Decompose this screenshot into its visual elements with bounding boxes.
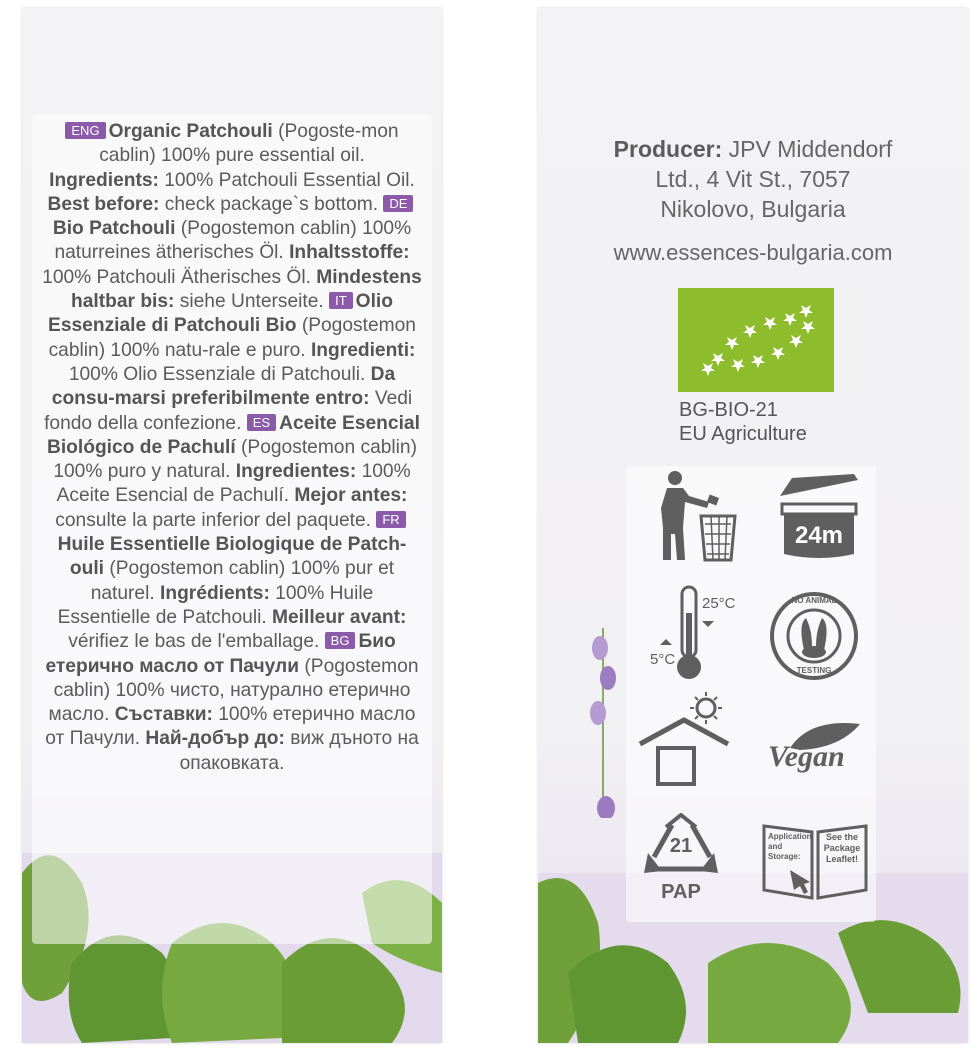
recycle-code: PAP bbox=[661, 881, 701, 903]
vegan-icon bbox=[760, 718, 870, 778]
producer-name: JPV Middendorf bbox=[722, 136, 893, 162]
fr-ingredients-label: Ingrédients: bbox=[160, 582, 270, 604]
es-ingredients: 100% Aceite Esencial de Pachulí. bbox=[56, 461, 411, 507]
bg-title: Био етерично масло от Пачули bbox=[45, 631, 396, 677]
dispose-in-bin-icon bbox=[653, 468, 743, 563]
lang-badge-bg: BG bbox=[325, 632, 356, 649]
de-description: (Pogostemon cablin) 100% naturreines ätherisches Öl. bbox=[54, 218, 412, 264]
es-best-before: consulte la parte inferior del paquete. bbox=[55, 509, 377, 531]
bg-description: (Pogostemon cablin) 100% чисто, натурално етерично масло. bbox=[48, 655, 419, 726]
right-package-panel bbox=[538, 8, 968, 1043]
eng-best-before-label: Best before: bbox=[47, 193, 160, 215]
lang-badge-de: DE bbox=[383, 195, 413, 212]
recycling-icon bbox=[636, 813, 726, 913]
bg-ingredients-label: Съставки: bbox=[114, 704, 213, 726]
producer-info bbox=[538, 134, 968, 224]
producer-label: Producer: bbox=[613, 136, 723, 162]
multilingual-ingredients-text bbox=[42, 120, 422, 776]
eng-description: (Pogoste-mon cablin) 100% pure essential oil. bbox=[99, 121, 399, 167]
eng-ingredients-label: Ingredients: bbox=[49, 169, 159, 191]
lavender-flower-illustration bbox=[578, 618, 628, 818]
eu-agriculture-label: EU Agriculture bbox=[679, 423, 807, 445]
it-description: (Pogostemon cablin) 100% natu-rale e puro. bbox=[48, 315, 416, 361]
website-url: www.essences-bulgaria.com bbox=[613, 240, 893, 265]
bg-best-before: виж дъното на опаковката. bbox=[179, 728, 419, 774]
eng-ingredients: 100% Patchouli Essential Oil. bbox=[158, 169, 415, 191]
es-best-before-label: Mejor antes: bbox=[294, 485, 408, 507]
de-best-before-label: Mindestens haltbar bis: bbox=[71, 266, 422, 313]
open-jar-icon bbox=[774, 470, 864, 565]
lang-badge-fr: FR bbox=[376, 511, 405, 528]
es-title: Aceite Esencial Biológico de Pachulí bbox=[46, 412, 420, 458]
application-storage-label: Application and Storage: bbox=[768, 832, 812, 861]
es-ingredients-label: Ingredientes: bbox=[235, 461, 357, 483]
left-package-panel bbox=[22, 8, 442, 1043]
fr-best-before: vérifiez le bas de l'emballage. bbox=[68, 631, 325, 653]
lang-badge-eng: ENG bbox=[65, 122, 105, 139]
max-temperature-label: 25°C bbox=[702, 595, 736, 612]
bg-best-before-label: Най-добър до: bbox=[145, 728, 285, 750]
recycle-number: 21 bbox=[669, 835, 693, 857]
min-temperature-label: 5°C bbox=[650, 651, 676, 668]
eu-organic-code bbox=[679, 398, 807, 446]
lang-badge-it: IT bbox=[329, 292, 353, 309]
producer-address-line: Ltd., 4 Vit St., 7057 bbox=[655, 166, 851, 192]
de-best-before: siehe Unterseite. bbox=[174, 291, 330, 313]
producer-city-line: Nikolovo, Bulgaria bbox=[660, 196, 846, 222]
de-ingredients: 100% Patchouli Ätherisches Öl. bbox=[42, 266, 317, 288]
pao-label: 24m bbox=[794, 522, 844, 549]
fr-description: (Pogostemon cablin) 100% pur et naturel. bbox=[90, 558, 395, 604]
vegan-label: Vegan bbox=[768, 740, 845, 773]
it-best-before-label: Da consu-marsi preferibilmente entro: bbox=[51, 363, 396, 410]
see-package-leaflet-icon bbox=[760, 820, 870, 900]
it-best-before: Vedi fondo della confezione. bbox=[44, 388, 413, 434]
no-animal-testing-icon bbox=[768, 590, 860, 682]
bg-ingredients: 100% етерично масло от Пачули. bbox=[45, 704, 416, 750]
fr-best-before-label: Meilleur avant: bbox=[272, 606, 407, 628]
eu-organic-leaf-logo bbox=[678, 288, 834, 392]
keep-from-sunlight-icon bbox=[636, 690, 732, 790]
see-leaflet-label: See the Package Leaflet! bbox=[823, 832, 861, 864]
storage-temperature-icon bbox=[650, 583, 750, 683]
it-ingredients-label: Ingredienti: bbox=[310, 339, 416, 361]
eng-title: Organic Patchouli bbox=[108, 121, 273, 142]
eng-best-before: check package`s bottom. bbox=[159, 193, 384, 215]
lang-badge-es: ES bbox=[247, 414, 276, 431]
de-ingredients-label: Inhaltsstoffe: bbox=[289, 242, 410, 264]
fr-ingredients: 100% Huile Essentielle de Patchouli. bbox=[57, 582, 374, 628]
no-animal-label: NO ANIMAL bbox=[791, 596, 837, 605]
testing-label: TESTING bbox=[796, 666, 832, 675]
it-title: Olio Essenziale di Patchouli Bio bbox=[48, 291, 393, 337]
de-title: Bio Patchouli bbox=[52, 218, 176, 240]
period-after-opening-icon bbox=[774, 470, 864, 565]
fr-title: Huile Essentielle Biologique de Patch-ouli bbox=[57, 534, 407, 580]
it-ingredients: 100% Olio Essenziale di Patchouli. bbox=[68, 363, 371, 385]
es-description: (Pogostemon cablin) 100% puro y natural. bbox=[53, 436, 417, 483]
certification-code: BG-BIO-21 bbox=[679, 399, 778, 421]
